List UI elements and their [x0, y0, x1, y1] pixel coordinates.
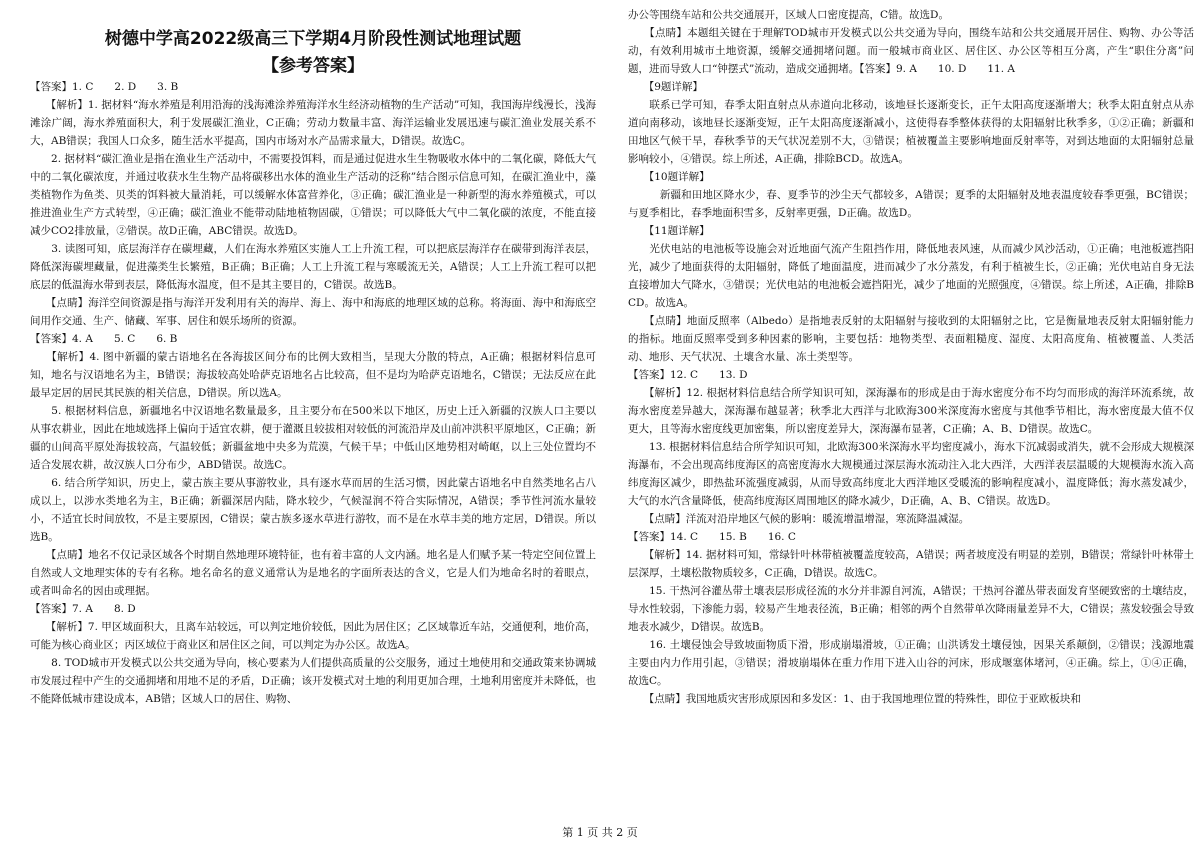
answer-paragraph: 联系已学可知，春季太阳直射点从赤道向北移动，该地昼长逐渐变长，正午太阳高度逐渐增大；秋季太阳直射点从赤道向南移动，该地昼长逐渐变短，正午太阳高度逐渐减小，这使得春季整体获得的太阳辐射比秋季多，①②正确；新疆和田地区气候干旱，春秋季节的天气状况差别不大，③错误；植被覆盖主要影响地面反射率等，对到达地面的太阳辐射总量影响较小，④错误。综上所述，A正确，排除BCD。故选A。 — [628, 99, 1194, 165]
answer-paragraph: 【答案】7. A 8. D — [30, 603, 136, 615]
answer-paragraph: 15. 干热河谷灌丛带土壤表层形成径流的水分并非源自河流，A错误；干热河谷灌丛带表面发育坚硬致密的土壤结皮，导水性较弱，下渗能力弱，较易产生地表径流，B正确；相邻的两个自然带单次降雨量差异不大，C错误；蒸发较强会导致地表水减少，D错误。故选B。 — [628, 585, 1194, 633]
answer-paragraph: 【解析】12. 根据材料信息结合所学知识可知，深海瀑布的形成是由于海水密度分布不均匀而形成的海洋环流系统，故海水密度差异越大，深海瀑布越显著；秋季北大西洋与北欧海300米深度海水密度与其他季节相比，海水密度最大值不仅更大，且等海水密度线更加密集，所以密度差异大，深海瀑布显著，C正确；A、B、D错误。故选C。 — [628, 387, 1194, 435]
answer-paragraph: 【解析】7. 甲区域面积大，且离车站较远，可以判定地价较低，因此为居住区；乙区域靠近车站，交通便利，地价高，可能为核心商业区；丙区域位于商业区和居住区之间，可以判定为办公区。故选A。 — [30, 621, 596, 651]
answer-paragraph: 【10题详解】 — [628, 171, 710, 183]
answer-paragraph: 【解析】4. 图中新疆的蒙古语地名在各海拔区间分布的比例大致相当，呈现大分散的特点，A正确；根据材料信息可知，地名与汉语地名为主，B错误；海拔较高处哈萨克语地名占比较高，但不是均为哈萨克语地名，C错误；无法反应在此最早定居的居民其民族的相关信息，D错误。所以选A。 — [30, 351, 596, 399]
answer-paragraph: 【点睛】海洋空间资源是指与海洋开发利用有关的海岸、海上、海中和海底的地理区域的总称。将海面、海中和海底空间用作交通、生产、储藏、军事、居住和娱乐场所的资源。 — [30, 297, 596, 327]
answer-paragraph: 【11题详解】 — [628, 225, 710, 237]
answer-paragraph: 5. 根据材料信息，新疆地名中汉语地名数量最多，且主要分布在500米以下地区，历史上迁入新疆的汉族人口主要以从事农耕业，因此在地域选择上偏向于适宜农耕，便于灌溉且较拔相对较低的河流沿岸及山前冲洪积平原地区，C正确；新疆的山间高平原处海拔较高，气温较低；新疆盆地中央多为荒漠，气候干旱；中低山区地势相对崎岖，以上三处位置均不适合发展农耕，故汉族人口分布少，ABD错误。故选C。 — [30, 405, 596, 471]
answer-paragraph: 【解析】14. 据材料可知，常绿针叶林带植被覆盖度较高，A错误；两者坡度没有明显的差别，B错误；常绿针叶林带土层深厚，土壤松散物质较多，C正确，D错误。故选C。 — [628, 549, 1194, 579]
right-column-body — [628, 6, 1194, 708]
answer-paragraph: 16. 土壤侵蚀会导致坡面物质下滑，形成崩塌滑坡，①正确；山洪诱发土壤侵蚀，因果关系颠倒，②错误；浅源地震主要由内力作用引起，③错误；滑坡崩塌体在重力作用下进入山谷的河床，形成堰塞体堵河，④正确。综上，①④正确，故选C。 — [628, 639, 1194, 687]
left-column — [30, 6, 596, 708]
answer-paragraph: 3. 读图可知，底层海洋存在碳埋藏，人们在海水养殖区实施人工上升流工程，可以把底层海洋存在碳带到海洋表层，降低深海碳埋藏量，促进藻类生长繁殖，B正确；B正确；人工上升流工程与寒暖流无关，A错误；人工上升流工程可以把底层的低温海水带到表层，降低海水温度，但不是其主要目的，C错误。故选B。 — [30, 243, 596, 291]
document-subtitle: 【参考答案】 — [262, 56, 364, 76]
answer-paragraph: 【点睛】洋流对沿岸地区气候的影响：暖流增温增湿，寒流降温减湿。 — [628, 513, 970, 525]
answer-paragraph: 【答案】14. C 15. B 16. C — [628, 531, 796, 543]
answer-paragraph: 【解析】1. 据材料“海水养殖是利用沿海的浅海滩涂养殖海洋水生经济动植物的生产活动”可知，我国海岸线漫长，浅海滩涂广阔，海水养殖面积大，利于发展碳汇渔业，C正确；劳动力数量丰富、海洋运输业发展迅速与碳汇渔业发展关系不大，AB错误；我国人口众多，随生活水平提高，国内市场对水产品需求量大，D错误。故选C。 — [30, 99, 596, 147]
answer-paragraph: 【9题详解】 — [628, 81, 703, 93]
document-title: 树德中学高2022级高三下学期4月阶段性测试地理试题 — [104, 29, 522, 49]
answer-paragraph: 新疆和田地区降水少，春、夏季节的沙尘天气都较多，A错误；夏季的太阳辐射及地表温度较春季更强，BC错误；与夏季相比，春季地面积雪多，反射率更强，D正确。故选D。 — [628, 189, 1194, 219]
page-footer: 第 1 页 共 2 页 — [562, 826, 638, 839]
answer-paragraph: 【点睛】我国地质灾害形成原因和多发区：1、由于我国地理位置的特殊性，即位于亚欧板块和 — [628, 693, 1081, 705]
answer-paragraph: 光伏电站的电池板等设施会对近地面气流产生阻挡作用，降低地表风速，从而减少风沙活动，①正确；电池板遮挡阳光，减少了地面获得的太阳辐射，降低了地面温度，进而减少了水分蒸发，有利于植被生长，②正确；光伏电站自身无法直接增加大气降水，③错误；光伏电站的电池板会遮挡阳光，减少了地面的光照强度，④错误。综上所述，A正确，排除BCD。故选A。 — [628, 243, 1194, 309]
answer-paragraph: 【点睛】地面反照率（Albedo）是指地表反射的太阳辐射与接收到的太阳辐射之比，它是衡量地表反射太阳辐射能力的指标。地面反照率受到多种因素的影响，主要包括：地物类型、表面粗糙度、湿度、太阳高度角、植被覆盖、人类活动、地形、天气状况、土壤含水量、冻土类型等。 — [628, 315, 1194, 363]
answer-paragraph: 13. 根据材料信息结合所学知识可知，北欧海300米深海水平均密度减小，海水下沉减弱或消失，就不会形成大规模深海瀑布，不会出现高纬度海区的高密度海水大规模通过深层海水流动注入北大西洋，大西洋表层温暖的大规模海水流入高纬度海区减少，即热盐环流强度减弱，从而导致高纬度北大西洋地区受暖流的影响程度减小，温度降低；海水蒸发减少，大气的水汽含量降低，使高纬度海区周围地区的降水减少，D正确，A、B、C错误。故选D。 — [628, 441, 1194, 507]
answer-paragraph: 6. 结合所学知识，历史上，蒙古族主要从事游牧业，具有逐水草而居的生活习惯，因此蒙古语地名中自然类地名占八成以上，以涉水类地名为主，B正确；新疆深居内陆，降水较少，气候湿润不符合实际情况，A错误；季节性河流水量较小，不适宜长时间放牧，不是主要原因，C错误；蒙古族多逐水草进行游牧，而不是在水草丰美的地方定居，D错误。所以选B。 — [30, 477, 596, 543]
answer-paragraph: 【点睛】地名不仅记录区域各个时期自然地理环境特征，也有着丰富的人文内涵。地名是人们赋予某一特定空间位置上自然或人文地理实体的专有名称。地名命名的意义通常认为是地名的字面所表达的含义，它是人们为地命名时的着眼点，或者叫命名的因由或理据。 — [30, 549, 596, 597]
answer-paragraph: 【答案】1. C 2. D 3. B — [30, 81, 179, 93]
answer-paragraph: 【点睛】本题组关键在于理解TOD城市开发模式以公共交通为导向，围绕车站和公共交通展开居住、购物、办公等活动，有效利用城市土地资源，缓解交通拥堵问题。而一般城市商业区、居住区、办公区等相互分离，产生“职住分离”问题，进而导致人口“钟摆式”流动，造成交通拥堵。【答案】9. A 10. D 11. A — [628, 27, 1194, 75]
right-column — [628, 6, 1194, 708]
answer-paragraph: 【答案】12. C 13. D — [628, 369, 748, 381]
answer-paragraph: 办公等围绕车站和公共交通展开，区域人口密度提高，C错。故选D。 — [628, 9, 949, 21]
answer-paragraph: 2. 据材料“碳汇渔业是指在渔业生产活动中，不需要投饵料，而是通过促进水生生物吸收水体中的二氧化碳，降低大气中的二氧化碳浓度，并通过收获水生生物产品将碳移出水体的渔业生产活动的泛称”结合图示信息可知，在碳汇渔业中，藻类植物作为鱼类、贝类的饵料被大量消耗，可以缓解水体富营养化，③正确；碳汇渔业是一种新型的海水养殖模式，可以推进渔业生产方式转型，④正确；碳汇渔业不能带动陆地植物固碳，①错误；可以降低大气中二氧化碳的浓度，不能直接减少CO2排放量，②错误。故D正确，ABC错误。故选D。 — [30, 153, 596, 237]
answer-paragraph: 【答案】4. A 5. C 6. B — [30, 333, 178, 345]
left-column-body — [30, 78, 596, 708]
answer-paragraph: 8. TOD城市开发模式以公共交通为导向，核心要素为人们提供高质量的公交服务，通过土地使用和交通政策来协调城市发展过程中产生的交通拥堵和用地不足的矛盾，D正确；该开发模式对土地的利用更加合理，土地利用密度并未降低，也不能降低城市建设成本，AB错；区域人口的居住、购物、 — [30, 657, 596, 705]
